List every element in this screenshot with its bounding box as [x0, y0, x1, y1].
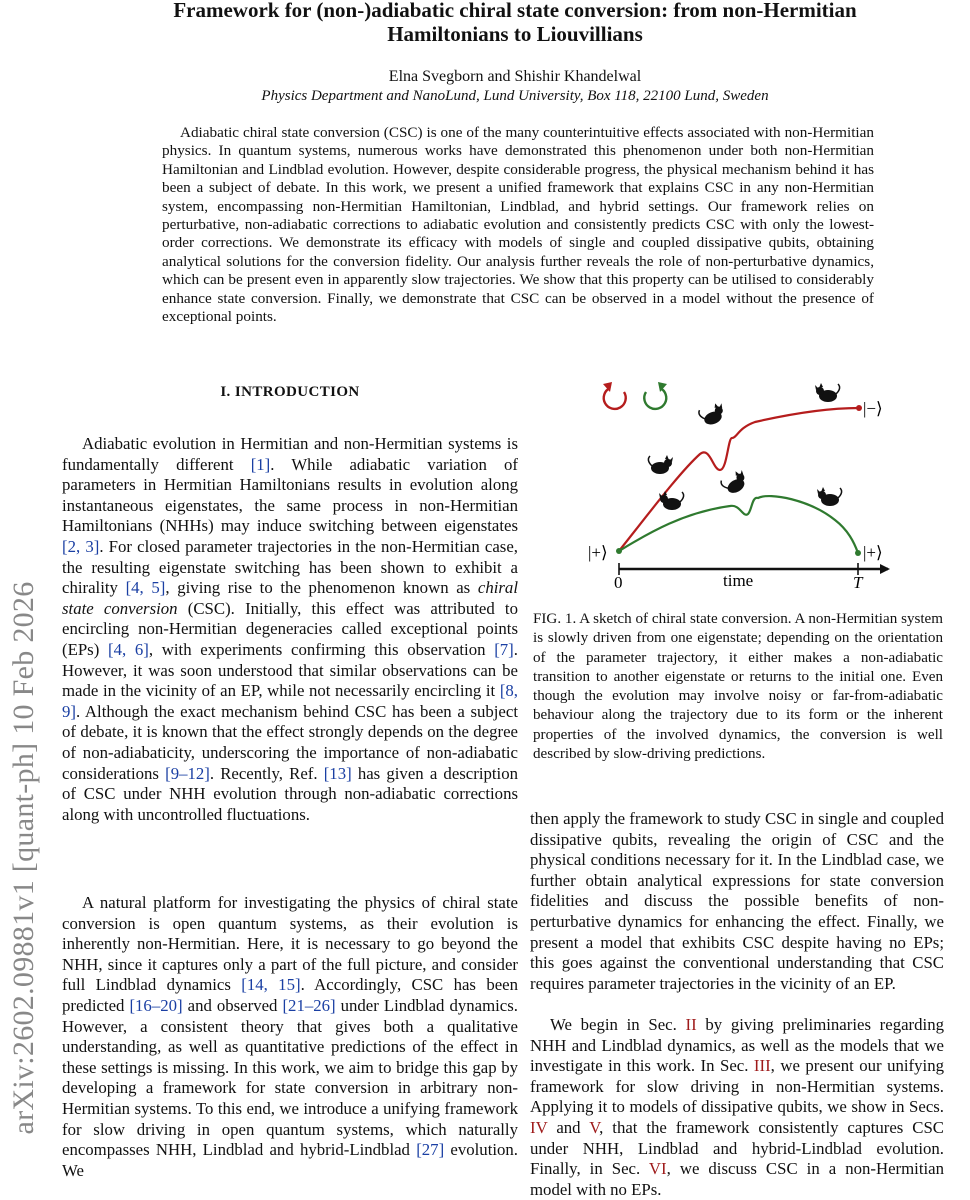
cat-icon [698, 401, 728, 427]
title-line-1: Framework for (non-)adiabatic chiral state conversion: from non-Hermitian [173, 0, 857, 22]
clockwise-arrow-icon [644, 382, 667, 409]
section-link[interactable]: III [753, 1056, 771, 1076]
intro-paragraph-1: Adiabatic evolution in Hermitian and non-Hermitian systems is fundamentally different [1]. While adiabatic variation of parameters in Hermitian Hamiltonians results in evolution along instantaneous eigenstates, the same process in non-Hermitian Hamiltonians (NHHs) may induce switching between eigenstates [2, 3]. For closed parameter trajectories in the non-Hermitian case, the resulting eigenstate switching has been shown to exhibit a chirality [4, 5], giving rise to the phenomenon known as chiral state conversion (CSC). Initially, this effect was attributed to encircling non-Hermitian degeneracies called exceptional points (EPs) [4, 6], with experiments confirming this observation [7]. However, it was soon understood that similar observations can be made in the vicinity of an EP, while not necessarily encircling it [8, 9]. Although the exact mechanism behind CSC has been a subject of debate, it is known that the effect strongly depends on the degree of non-adiabaticity, underscoring the importance of non-adiabatic considerations [9–12]. Recently, Ref. [13] has given a description of CSC under NHH evolution through non-adiabatic corrections along with uncontrolled fluctuations. [62, 434, 518, 824]
authors: Elna Svegborn and Shishir Khandelwal [388, 68, 642, 85]
citation-link[interactable]: [16–20] [129, 995, 183, 1015]
title-line-2: Hamiltonians to Liouvillians [387, 22, 643, 46]
citation-link[interactable]: [1] [250, 454, 271, 474]
cat-icon [648, 455, 673, 474]
axis-arrowhead [880, 564, 890, 574]
label-end-state-green: |+⟩ [863, 543, 883, 562]
right-paragraph-2: We begin in Sec. II by giving preliminaries regarding NHH and Lindblad dynamics, as well as the models that we investigate in this work. In Sec. III, we present our unifying framework for slow driving in non-Hermitian systems. Applying it to models of dissipative qubits, we show in Secs. IV and V, that the framework consistently captures CSC under NHH, Lindblad and hybrid-Lindblad evolution. Finally, in Sec. VI, we discuss CSC in a non-Hermitian model with no EPs. [530, 1015, 944, 1199]
label-start-state: |+⟩ [588, 543, 608, 562]
citation-link[interactable]: [9–12] [165, 763, 210, 783]
citation-link[interactable]: [7] [494, 639, 514, 659]
axis-label-zero: 0 [614, 573, 623, 592]
citation-link[interactable]: [4, 5] [125, 578, 166, 598]
arxiv-sidebar [0, 260, 48, 1135]
axis-label-time: time [723, 571, 754, 590]
citation-link[interactable]: [14, 15] [241, 975, 301, 995]
end-point-red [856, 405, 862, 411]
figure-1-caption: FIG. 1. A sketch of chiral state conversion. A non-Hermitian system is slowly driven from one eigenstate; depending on the orientation of the parameter trajectory, it either makes a non-adiabatic transition to another eigenstate or returns to the initial one. Even though the evolution may involve noisy or far-from-adiabatic behaviour along the trajectory due to its form or the inherent properties of the involved dynamics, the conversion is well described by slow-driving predictions. [533, 611, 943, 763]
cat-icon [719, 468, 750, 497]
citation-link[interactable]: [2, 3] [62, 536, 100, 556]
emphasis-term: chiral state conversion [62, 578, 518, 618]
counterclockwise-arrow-icon [603, 382, 626, 409]
affiliation: Physics Department and NanoLund, Lund University, Box 118, 22100 Lund, Sweden [261, 88, 769, 104]
label-end-state-red: |−⟩ [863, 399, 883, 418]
cat-icon [815, 383, 840, 402]
right-paragraph-1: then apply the framework to study CSC in single and coupled dissipative qubits, revealing the origin of CSC and the physical conditions necessary for it. In the Lindblad case, we further obtain analytical expressions for state conversion fidelities and discuss the possible benefits of non-perturbative dynamics for enhancing the effect. Finally, we present a model that exhibits CSC despite having no EPs; this goes against the conventional understanding that CSC requires parameter trajectories in the vicinity of an EP. [530, 809, 944, 993]
end-point-green [855, 550, 861, 556]
arxiv-identifier: arXiv:2602.09881v1 [quant-ph] 10 Feb 2026 [7, 581, 40, 1135]
start-point [616, 548, 622, 554]
cat-icon [659, 491, 684, 510]
citation-link[interactable]: [21–26] [282, 995, 336, 1015]
section-link[interactable]: V [589, 1117, 600, 1137]
section-link[interactable]: II [685, 1015, 697, 1034]
citation-link[interactable]: [4, 6] [108, 639, 149, 659]
figure-1-sketch [580, 372, 900, 594]
abstract: Adiabatic chiral state conversion (CSC) is one of the many counterintuitive effects associated with non-Hermitian physics. In quantum systems, numerous works have demonstrated this phenomenon under both non-Hermitian Hamiltonian and Lindblad evolution. However, despite considerable progress, the physical mechanism behind it has been a subject of debate. In this work, we present a unified framework that explains CSC in any non-Hermitian system, encompassing non-Hermitian Hamiltonian, Lindblad, and hybrid settings. Our framework relies on perturbative, non-adiabatic corrections to adiabatic evolution and consistently predicts CSC with only the lowest-order corrections. We demonstrate its efficacy with models of single and coupled dissipative qubits, obtaining analytical solutions for the conversion fidelity. Our analysis further reveals the role of non-perturbative dynamics, which can be present even in apparently slow trajectories. We show that this property can be utilised to considerably enhance state conversion. Finally, we demonstrate that CSC can be observed in a model without the presence of exceptional points. [162, 124, 874, 326]
citation-link[interactable]: [13] [323, 763, 352, 783]
section-link[interactable]: IV [530, 1117, 548, 1137]
paper-title [95, 0, 935, 46]
axis-label-T: T [853, 573, 863, 592]
section-link[interactable]: VI [648, 1159, 667, 1179]
citation-link[interactable]: [27] [416, 1140, 445, 1160]
intro-paragraph-2: A natural platform for investigating the physics of chiral state conversion is open quantum systems, as their evolution is inherently non-Hermitian. Here, it is necessary to go beyond the NHH, since it captures only a part of the full picture, and consider full Lindblad dynamics [14, 15]. Accordingly, CSC has been predicted [16–20] and observed [21–26] under Lindblad dynamics. However, a consistent theory that gives both a qualitative understanding, as well as quantitative predictions of the effect in these settings is missing. In this work, we aim to bridge this gap by developing a framework for state conversion in arbitrary non-Hermitian systems. To this end, we introduce a unifying framework for slow driving in open quantum systems, which naturally encompasses NHH, Lindblad and hybrid-Lindblad [27] evolution. We [62, 893, 519, 1180]
citation-link[interactable]: [8, 9] [62, 681, 518, 721]
cat-icon [817, 487, 842, 506]
section-heading-introduction: I. INTRODUCTION [220, 384, 360, 400]
